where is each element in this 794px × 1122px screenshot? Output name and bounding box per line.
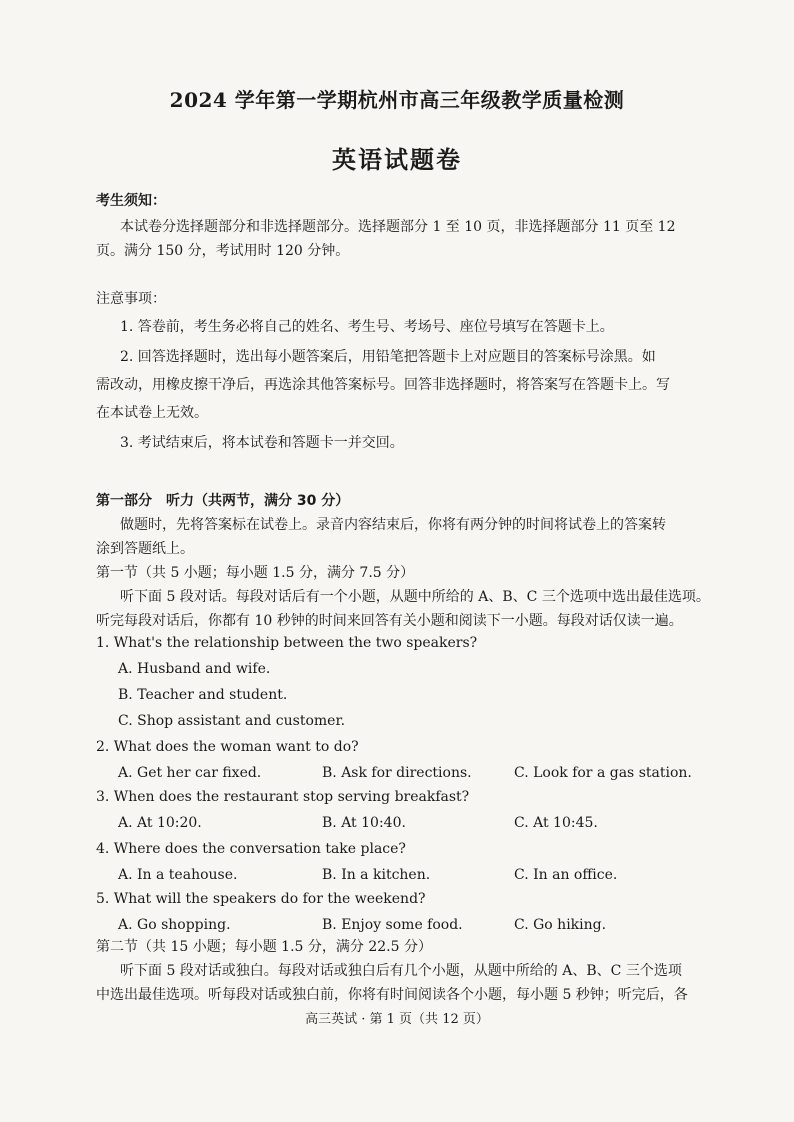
notice-line-1: 本试卷分选择题部分和非选择题部分。选择题部分 1 至 10 页，非选择题部分 11 页至 12	[120, 219, 676, 235]
question-2-option-c: C. Look for a gas station.	[514, 765, 692, 781]
section1-intro-line-2: 听完每段对话后，你都有 10 秒钟的时间来回答有关小题和阅读下一小题。每段对话仅读一遍。	[96, 613, 683, 629]
question-4-stem: 4. Where does the conversation take place?	[96, 841, 406, 857]
attention-item-2-line-1: 2. 回答选择题时，选出每小题答案后，用铅笔把答题卡上对应题目的答案标号涂黑。如	[120, 349, 656, 365]
attention-item-2-line-2: 需改动，用橡皮擦干净后，再选涂其他答案标号。回答非选择题时，将答案写在答题卡上。写	[96, 377, 670, 393]
question-3-option-a: A. At 10:20.	[118, 815, 202, 831]
question-4-option-b: B. In a kitchen.	[322, 867, 431, 883]
question-2-stem: 2. What does the woman want to do?	[96, 739, 359, 755]
exam-subtitle: 英语试题卷	[332, 145, 462, 174]
question-4-option-c: C. In an office.	[514, 867, 618, 883]
section1-heading: 第一节（共 5 小题；每小题 1.5 分，满分 7.5 分）	[96, 565, 415, 581]
attention-item-3: 3. 考试结束后，将本试卷和答题卡一并交回。	[120, 435, 404, 451]
question-3-option-b: B. At 10:40.	[322, 815, 406, 831]
question-2-option-b: B. Ask for directions.	[322, 765, 472, 781]
section1-intro-line-1: 听下面 5 段对话。每段对话后有一个小题，从题中所给的 A、B、C 三个选项中选出最佳选项。	[120, 589, 710, 605]
attention-item-1: 1. 答卷前，考生务必将自己的姓名、考生号、考场号、座位号填写在答题卡上。	[120, 319, 614, 335]
exam-title: 2024 学年第一学期杭州市高三年级教学质量检测	[169, 88, 625, 112]
question-2-option-a: A. Get her car fixed.	[118, 765, 262, 781]
section2-intro-line-2: 中选出最佳选项。听每段对话或独白前，你将有时间阅读各个小题，每小题 5 秒钟；听完后，各	[96, 987, 688, 1003]
question-1-stem: 1. What's the relationship between the two speakers?	[96, 635, 478, 651]
page-footer: 高三英试 · 第 1 页（共 12 页）	[305, 1012, 489, 1027]
question-3-option-c: C. At 10:45.	[514, 815, 598, 831]
attention-item-2-line-3: 在本试卷上无效。	[96, 405, 208, 421]
question-1-option-c: C. Shop assistant and customer.	[118, 713, 346, 729]
question-3-stem: 3. When does the restaurant stop serving breakfast?	[96, 789, 470, 805]
question-5-option-c: C. Go hiking.	[514, 917, 607, 933]
question-1-option-b: B. Teacher and student.	[118, 687, 288, 703]
part1-intro-line-1: 做题时，先将答案标在试卷上。录音内容结束后，你将有两分钟的时间将试卷上的答案转	[120, 517, 666, 533]
section2-heading: 第二节（共 15 小题；每小题 1.5 分，满分 22.5 分）	[96, 939, 432, 955]
section2-intro-line-1: 听下面 5 段对话或独白。每段对话或独白后有几个小题，从题中所给的 A、B、C 三个选项	[120, 963, 682, 979]
question-5-option-a: A. Go shopping.	[118, 917, 231, 933]
notice-line-2: 页。满分 150 分，考试用时 120 分钟。	[96, 243, 350, 259]
notice-heading: 考生须知：	[96, 193, 166, 209]
question-1-option-a: A. Husband and wife.	[118, 661, 271, 677]
attention-heading: 注意事项：	[96, 291, 166, 307]
question-4-option-a: A. In a teahouse.	[118, 867, 238, 883]
part1-heading: 第一部分 听力（共两节，满分 30 分）	[96, 493, 350, 509]
part1-intro-line-2: 涂到答题纸上。	[96, 541, 194, 557]
question-5-stem: 5. What will the speakers do for the weekend?	[96, 891, 426, 907]
question-5-option-b: B. Enjoy some food.	[322, 917, 463, 933]
